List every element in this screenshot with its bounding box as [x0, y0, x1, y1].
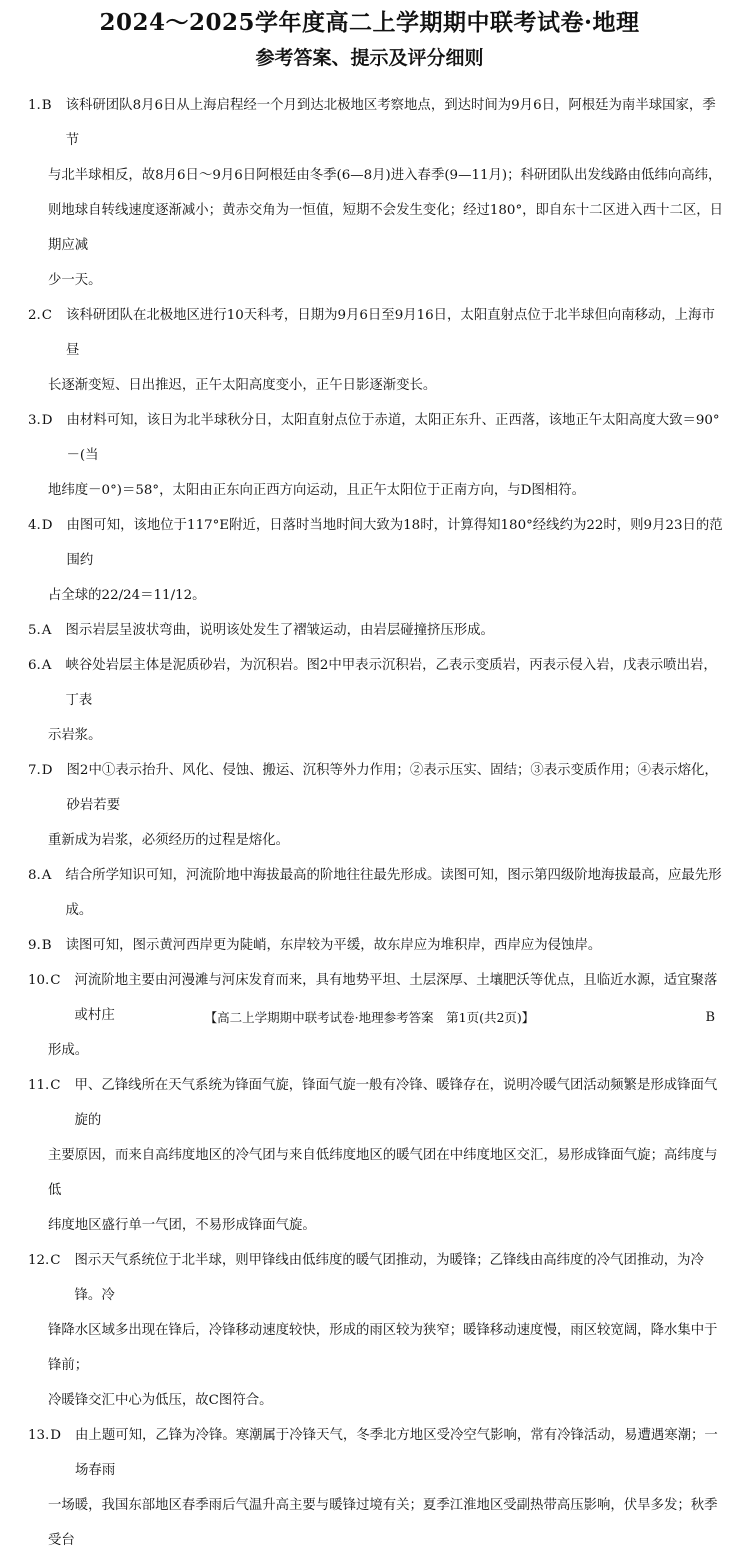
question-number: 12.: [28, 1253, 50, 1268]
question-number: 10.: [28, 973, 50, 988]
explanation-text: 一场暖，我国东部地区春季雨后气温升高主要与暖锋过境有关；夏季江淮地区受副热带高压影响，伏旱多发；秋季受台: [48, 1498, 718, 1548]
explanation-text: 形成。: [48, 1043, 89, 1058]
question-number: 3.: [28, 413, 41, 428]
explanation-text: 则地球自转线速度逐渐减小；黄赤交角为一恒值，短期不会发生变化；经过180°，即自东十二区进入西十二区，日期应减: [48, 203, 724, 253]
explanation-text: 重新成为岩浆，必须经历的过程是熔化。: [48, 833, 290, 848]
explanation-text: 纬度地区盛行单一气团，不易形成锋面气旋。: [48, 1218, 316, 1233]
question-number: 7.: [28, 763, 41, 778]
paper-version-mark: B: [705, 1010, 715, 1025]
explanation-text: 该科研团队8月6日从上海启程经一个月到达北极地区考察地点，到达时间为9月6日，阿根廷为南半球国家，季节: [65, 98, 716, 148]
answer-item: [28, 403, 724, 473]
explanation-text: 结合所学知识可知，河流阶地中海拔最高的阶地往往最先形成。读图可知，图示第四级阶地海拔最高，应最先形成。: [65, 868, 722, 918]
answer-item: [28, 1068, 724, 1138]
answer-letter: C: [41, 308, 53, 323]
answer-item: [28, 298, 724, 368]
answer-item: [28, 648, 724, 718]
page-subtitle: 参考答案、提示及评分细则: [255, 47, 484, 69]
explanation-text: 锋降水区域多出现在锋后，冷锋移动速度较快，形成的雨区较为狭窄；暖锋移动速度慢，雨区较宽阔，降水集中于锋前；: [48, 1323, 718, 1373]
answer-item: [28, 753, 724, 823]
answer-letter: B: [41, 938, 52, 953]
question-number: 5.: [28, 623, 41, 638]
answer-letter: D: [41, 413, 53, 428]
explanation-text: 少一天。: [48, 273, 102, 288]
answer-letter: C: [50, 973, 61, 988]
answer-letter: D: [41, 763, 53, 778]
answer-item-continuation: [28, 193, 724, 263]
question-number: 4.: [28, 518, 41, 533]
answer-item-continuation: [28, 473, 724, 508]
question-number: 6.: [28, 658, 41, 673]
answer-item-continuation: [28, 368, 724, 403]
answer-item-continuation: [28, 1488, 724, 1558]
answer-item-continuation: [28, 1033, 724, 1068]
answer-letter: B: [41, 98, 52, 113]
explanation-text: 由上题可知，乙锋为冷锋。寒潮属于冷锋天气，冬季北方地区受冷空气影响，常有冷锋活动，易遭遇寒潮；一场春雨: [75, 1428, 718, 1478]
answer-item: [28, 858, 724, 928]
answer-item: [28, 508, 724, 578]
explanation-text: 长逐渐变短、日出推迟，正午太阳高度变小，正午日影逐渐变长。: [48, 378, 437, 393]
explanation-text: 由材料可知，该日为北半球秋分日，太阳直射点位于赤道，太阳正东升、正西落，该地正午太阳高度大致＝90°－(当: [66, 413, 720, 463]
answer-item-continuation: [28, 1383, 724, 1418]
explanation-text: 主要原因，而来自高纬度地区的冷气团与来自低纬度地区的暖气团在中纬度地区交汇，易形成锋面气旋；高纬度与低: [48, 1148, 718, 1198]
question-number: 13.: [28, 1428, 50, 1443]
answer-letter: D: [41, 518, 53, 533]
answer-letter: A: [41, 623, 52, 638]
answer-letter: C: [50, 1253, 61, 1268]
explanation-text: 图示岩层呈波状弯曲，说明该处发生了褶皱运动，由岩层碰撞挤压形成。: [65, 623, 494, 638]
answer-item-continuation: [28, 1138, 724, 1208]
answer-letter: A: [41, 868, 52, 883]
answer-item-continuation: [28, 578, 724, 613]
answer-item: [28, 88, 724, 158]
answer-item: [28, 613, 724, 648]
explanation-text: 与北半球相反，故8月6日～9月6日阿根廷由冬季(6—8月)进入春季(9—11月)；科研团队出发线路由低纬向高纬，: [48, 168, 722, 183]
explanation-text: 图2中①表示抬升、风化、侵蚀、搬运、沉积等外力作用；②表示压实、固结；③表示变质作用；④表示熔化，砂岩若要: [66, 763, 718, 813]
explanation-text: 冷暖锋交汇中心为低压，故C图符合。: [48, 1393, 273, 1408]
answer-item: [28, 1243, 724, 1313]
page-footer: 【高二上学期期中联考试卷·地理参考答案 第1页(共2页)】: [204, 1010, 535, 1025]
explanation-text: 河流阶地主要由河漫滩与河床发育而来，具有地势平坦、土层深厚、土壤肥沃等优点，且临近水源，适宜聚落或村庄: [74, 973, 718, 1023]
answer-item-continuation: [28, 823, 724, 858]
explanation-text: 甲、乙锋线所在天气系统为锋面气旋，锋面气旋一般有冷锋、暖锋存在，说明冷暖气团活动频繁是形成锋面气旋的: [74, 1078, 718, 1128]
explanation-text: 峡谷处岩层主体是泥质砂岩，为沉积岩。图2中甲表示沉积岩，乙表示变质岩，丙表示侵入岩，戊表示喷出岩，丁表: [65, 658, 717, 708]
answer-item-continuation: [28, 263, 724, 298]
explanation-text: 地纬度－0°)＝58°，太阳由正东向正西方向运动，且正午太阳位于正南方向，与D图相符。: [48, 483, 585, 498]
explanation-text: 由图可知，该地位于117°E附近，日落时当地时间大致为18时，计算得知180°经线约为22时，则9月23日的范围约: [66, 518, 723, 568]
answer-item: [28, 928, 724, 963]
answer-item-continuation: [28, 158, 724, 193]
answer-item-continuation: [28, 1313, 724, 1383]
answer-item-continuation: [28, 718, 724, 753]
answer-item: [28, 1418, 724, 1488]
answer-item-continuation: [28, 1208, 724, 1243]
explanation-text: 示岩浆。: [48, 728, 102, 743]
question-number: 8.: [28, 868, 41, 883]
explanation-text: 占全球的22/24＝11/12。: [48, 588, 206, 603]
page-title: 2024～2025学年度高二上学期期中联考试卷·地理: [99, 9, 640, 36]
answer-letter: D: [50, 1428, 62, 1443]
answer-list: [28, 88, 724, 1558]
answer-letter: C: [50, 1078, 61, 1093]
explanation-text: 读图可知，图示黄河西岸更为陡峭，东岸较为平缓，故东岸应为堆积岸，西岸应为侵蚀岸。: [65, 938, 602, 953]
question-number: 2.: [28, 308, 41, 323]
question-number: 11.: [28, 1078, 50, 1093]
question-number: 9.: [28, 938, 41, 953]
explanation-text: 该科研团队在北极地区进行10天科考，日期为9月6日至9月16日，太阳直射点位于北半球但向南移动，上海市昼: [66, 308, 715, 358]
explanation-text: 图示天气系统位于北半球，则甲锋线由低纬度的暖气团推动，为暖锋；乙锋线由高纬度的冷气团推动，为冷锋。冷: [74, 1253, 704, 1303]
question-number: 1.: [28, 98, 41, 113]
answer-letter: A: [41, 658, 52, 673]
